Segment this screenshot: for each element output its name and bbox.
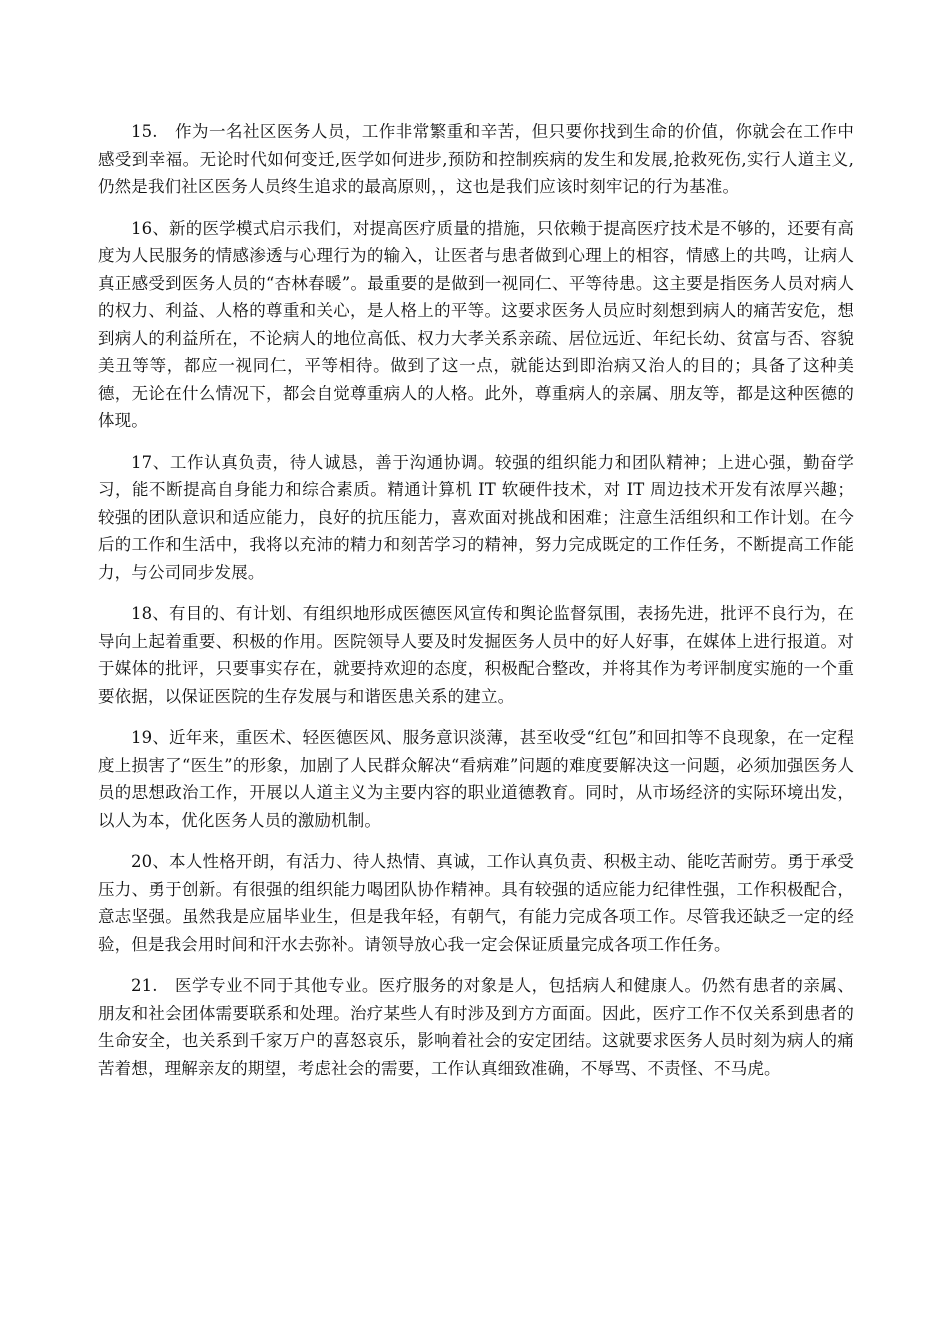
paragraph-17: 17、工作认真负责，待人诚恳，善于沟通协调。较强的组织能力和团队精神；上进心强，勤奋学习，能不断提高自身能力和综合素质。精通计算机 IT 软硬件技术，对 IT 周边技术开发有浓厚兴趣；较强的团队意识和适应能力，良好的抗压能力，喜欢面对挑战和困难；注意生活组织和工作计划。在今后的工作和生活中，我将以充沛的精力和刻苦学习的精神，努力完成既定的工作任务，不断提高工作能力，与公司同步发展。	[98, 452, 854, 582]
paragraph-21: 21. 医学专业不同于其他专业。医疗服务的对象是人，包括病人和健康人。仍然有患者的亲属、朋友和社会团体需要联系和处理。治疗某些人有时涉及到方方面面。因此，医疗工作不仅关系到患者的生命安全，也关系到千家万户的喜怒哀乐，影响着社会的安定团结。这就要求医务人员时刻为病人的痛苦着想，理解亲友的期望，考虑社会的需要，工作认真细致准确，不辱骂、不责怪、不马虎。	[98, 976, 854, 1078]
paragraph-16: 16、新的医学模式启示我们，对提高医疗质量的措施，只依赖于提高医疗技术是不够的，还要有高度为人民服务的情感渗透与心理行为的输入，让医者与患者做到心理上的相容，情感上的共鸣，让病人真正感受到医务人员的“杏林春暖”。最重要的是做到一视同仁、平等待患。这主要是指医务人员对病人的权力、利益、人格的尊重和关心，是人格上的平等。这要求医务人员应时刻想到病人的痛苦安危，想到病人的利益所在，不论病人的地位高低、权力大孝关系亲疏、居位远近、年纪长幼、贫富与否、容貌美丑等等，都应一视同仁，平等相待。做到了这一点，就能达到即治病又治人的目的；具备了这种美德，无论在什么情况下，都会自觉尊重病人的人格。此外，尊重病人的亲属、朋友等，都是这种医德的体现。	[98, 218, 854, 430]
paragraph-15: 15. 作为一名社区医务人员，工作非常繁重和辛苦，但只要你找到生命的价值，你就会在工作中感受到幸福。无论时代如何变迁,医学如何进步,预防和控制疾病的发生和发展,抢救死伤,实行人道主义,仍然是我们社区医务人员终生追求的最高原则，，这也是我们应该时刻牢记的行为基准。	[98, 122, 854, 196]
paragraph-20: 20、本人性格开朗，有活力、待人热情、真诚，工作认真负责、积极主动、能吃苦耐劳。勇于承受压力、勇于创新。有很强的组织能力喝团队协作精神。具有较强的适应能力纪律性强，工作积极配合，意志坚强。虽然我是应届毕业生，但是我年轻，有朝气，有能力完成各项工作。尽管我还缺乏一定的经验，但是我会用时间和汗水去弥补。请领导放心我一定会保证质量完成各项工作任务。	[98, 852, 854, 954]
paragraph-18: 18、有目的、有计划、有组织地形成医德医风宣传和舆论监督氛围，表扬先进，批评不良行为，在导向上起着重要、积极的作用。医院领导人要及时发掘医务人员中的好人好事，在媒体上进行报道。对于媒体的批评，只要事实存在，就要持欢迎的态度，积极配合整改，并将其作为考评制度实施的一个重要依据，以保证医院的生存发展与和谐医患关系的建立。	[98, 604, 854, 706]
paragraph-19: 19、近年来，重医术、轻医德医风、服务意识淡薄，甚至收受“红包”和回扣等不良现象，在一定程度上损害了“医生”的形象，加剧了人民群众解决“看病难”问题的难度要解决这一问题，必须加强医务人员的思想政治工作，开展以人道主义为主要内容的职业道德教育。同时，从市场经济的实际环境出发，以人为本，优化医务人员的激励机制。	[98, 728, 854, 830]
document-body	[98, 118, 854, 1096]
